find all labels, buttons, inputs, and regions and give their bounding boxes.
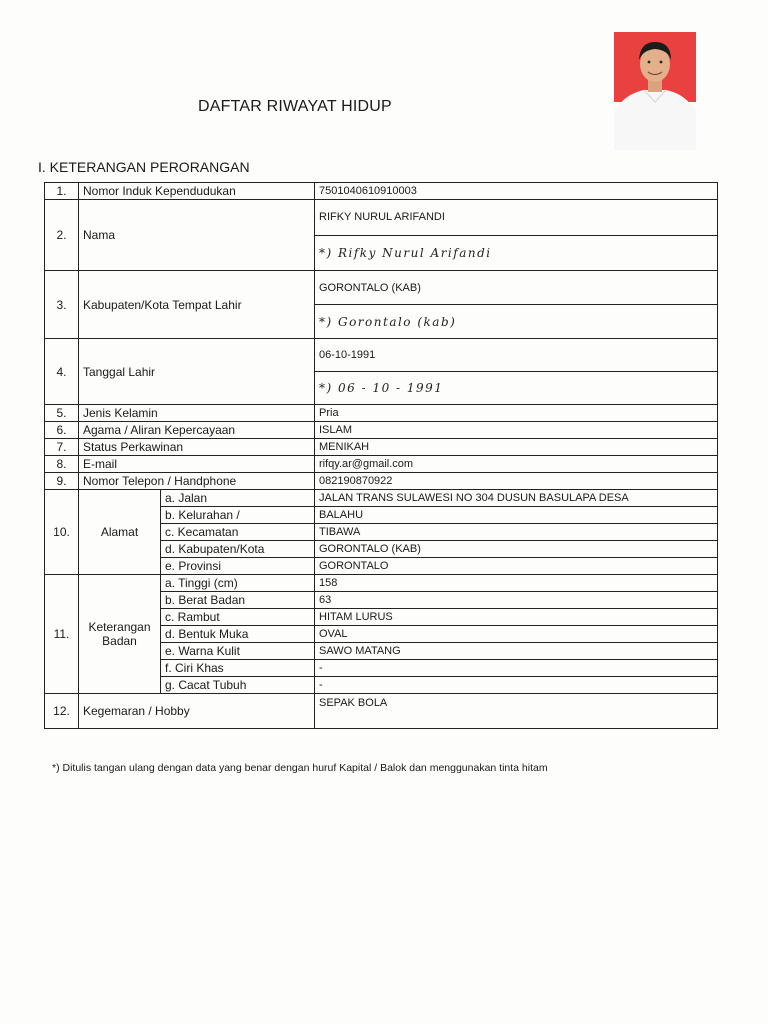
field-label: Nomor Telepon / Handphone [79,473,315,490]
subfield-value: GORONTALO [315,558,718,575]
field-value: ISLAM [315,422,718,439]
row-number: 12. [45,694,79,729]
field-value: Pria [315,405,718,422]
field-value: GORONTALO (KAB) [315,271,718,305]
email-value: rifqy.ar@gmail.com [315,456,718,473]
row-number: 11. [45,575,79,694]
handwritten-value: *) Rifky Nurul Arifandi [315,235,718,271]
document-title: DAFTAR RIWAYAT HIDUP [198,98,392,115]
field-label: Nama [79,200,315,271]
table-row [45,439,718,456]
row-number: 7. [45,439,79,456]
phone-value: 082190870922 [315,473,718,490]
subfield-label: g. Cacat Tubuh [161,677,315,694]
field-value: 06-10-1991 [315,339,718,372]
field-label-line: Badan [102,634,137,648]
person-portrait-icon [614,32,696,150]
row-number: 10. [45,490,79,575]
subfield-label: c. Kecamatan [161,524,315,541]
field-value: 7501040610910003 [315,183,718,200]
table-row [45,575,718,592]
subfield-label: d. Kabupaten/Kota [161,541,315,558]
subfield-label: a. Jalan [161,490,315,507]
row-number: 2. [45,200,79,271]
subfield-value: SAWO MATANG [315,643,718,660]
field-value: MENIKAH [315,439,718,456]
row-number: 1. [45,183,79,200]
table-row [45,694,718,729]
field-label: E-mail [79,456,315,473]
table-row [45,183,718,200]
subfield-value: - [315,677,718,694]
subfield-value: TIBAWA [315,524,718,541]
table-row [45,422,718,439]
subfield-label: f. Ciri Khas [161,660,315,677]
table-row [45,339,718,372]
table-row [45,473,718,490]
subfield-value: 158 [315,575,718,592]
field-label: Status Perkawinan [79,439,315,456]
subfield-value: BALAHU [315,507,718,524]
subfield-value: HITAM LURUS [315,609,718,626]
subfield-label: d. Bentuk Muka [161,626,315,643]
row-number: 6. [45,422,79,439]
subfield-label: a. Tinggi (cm) [161,575,315,592]
field-label: Jenis Kelamin [79,405,315,422]
section-title: I. KETERANGAN PERORANGAN [38,159,250,175]
field-label: Agama / Aliran Kepercayaan [79,422,315,439]
personal-info-table [44,182,718,729]
subfield-label: e. Provinsi [161,558,315,575]
subfield-value: JALAN TRANS SULAWESI NO 304 DUSUN BASULAPA DESA [315,490,718,507]
field-label: Tanggal Lahir [79,339,315,405]
field-value: SEPAK BOLA [315,694,718,729]
handwritten-value: *) 06 - 10 - 1991 [315,372,718,405]
subfield-value: - [315,660,718,677]
handwritten-value: *) Gorontalo (kab) [315,305,718,339]
subfield-label: b. Berat Badan [161,592,315,609]
footnote: *) Ditulis tangan ulang dengan data yang benar dengan huruf Kapital / Balok dan menggunakan tinta hitam [52,762,548,774]
row-number: 8. [45,456,79,473]
row-number: 9. [45,473,79,490]
profile-photo [614,32,696,150]
row-number: 5. [45,405,79,422]
field-label: Nomor Induk Kependudukan [79,183,315,200]
subfield-label: c. Rambut [161,609,315,626]
field-label: Alamat [79,490,161,575]
subfield-label: e. Warna Kulit [161,643,315,660]
table-row [45,271,718,305]
subfield-value: OVAL [315,626,718,643]
field-label: Kabupaten/Kota Tempat Lahir [79,271,315,339]
row-number: 3. [45,271,79,339]
table-row [45,490,718,507]
field-label-line: Keterangan [88,620,151,634]
field-label [79,575,161,694]
table-row [45,200,718,236]
subfield-value: 63 [315,592,718,609]
table-row [45,405,718,422]
field-label: Kegemaran / Hobby [79,694,315,729]
table-row [45,456,718,473]
row-number: 4. [45,339,79,405]
field-value: RIFKY NURUL ARIFANDI [315,200,718,236]
subfield-label: b. Kelurahan / [161,507,315,524]
subfield-value: GORONTALO (KAB) [315,541,718,558]
